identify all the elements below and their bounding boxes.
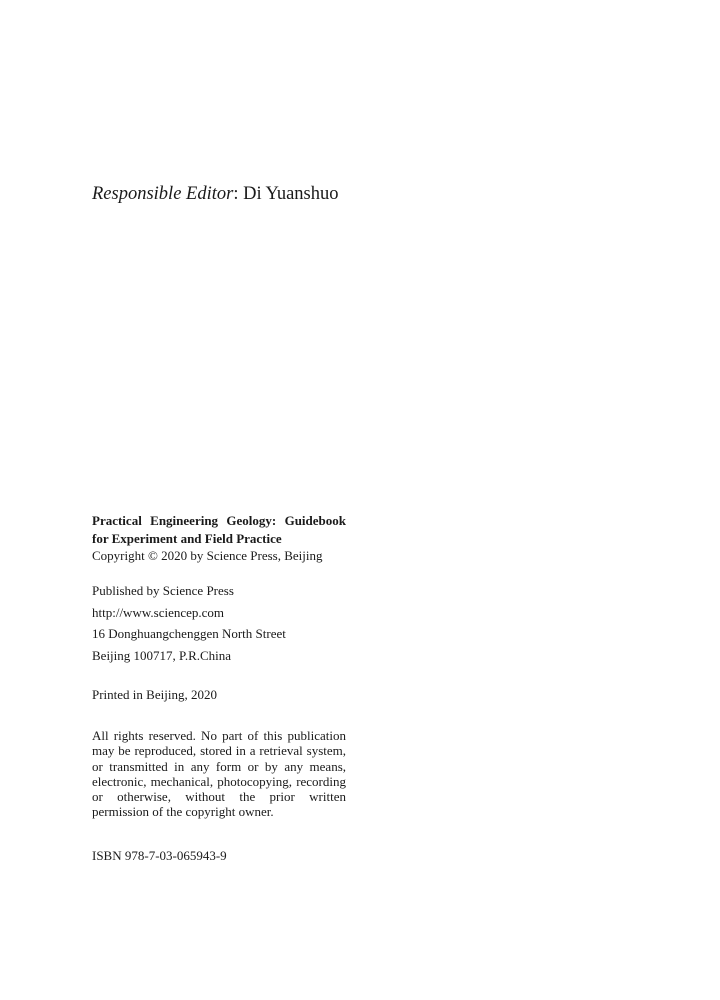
editor-separator: : — [233, 184, 244, 204]
copyright-notice: Copyright © 2020 by Science Press, Beijing — [92, 548, 323, 563]
book-title-line-2: for Experiment and Field Practice — [92, 530, 282, 546]
publisher-address-line-1: 16 Donghuangchenggen North Street — [92, 626, 286, 641]
responsible-editor — [92, 184, 339, 205]
rights-statement: All rights reserved. No part of this publication may be reproduced, stored in a retrieval system, or transmitted in any form or by any means, electronic, mechanical, photocopying, recording or otherwise, without the prior written permission of the copyright owner. — [92, 728, 346, 820]
book-info — [92, 512, 346, 565]
editor-role-label: Responsible Editor — [92, 184, 234, 204]
printed-info: Printed in Beijing, 2020 — [92, 687, 217, 702]
editor-name: Di Yuanshuo — [243, 184, 339, 204]
published-by: Published by Science Press — [92, 583, 234, 598]
isbn: ISBN 978-7-03-065943-9 — [92, 848, 227, 863]
book-title — [92, 512, 346, 547]
publisher-address-line-2: Beijing 100717, P.R.China — [92, 647, 232, 663]
publisher-info — [92, 580, 346, 666]
book-title-line-1: Practical Engineering Geology: Guidebook — [92, 513, 346, 528]
publisher-website: http://www.sciencep.com — [92, 604, 225, 620]
